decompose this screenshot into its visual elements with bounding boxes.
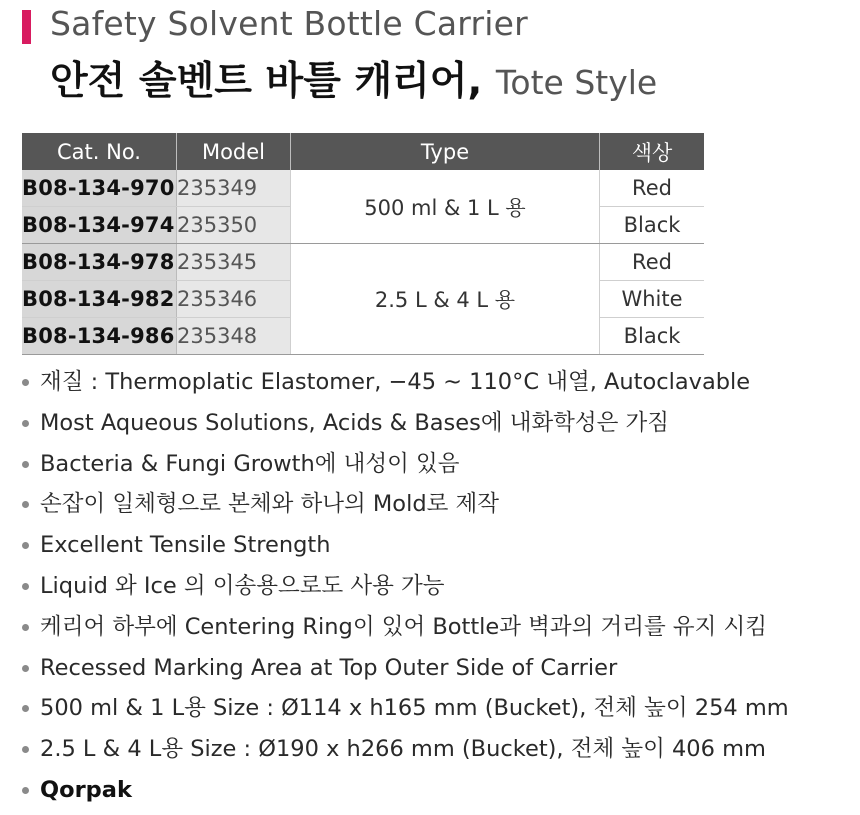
bullet-icon [22,420,29,427]
cat-no-cell: B08-134-978 [22,244,177,281]
model-cell: 235349 [177,170,291,207]
page-title-style: Tote Style [495,63,658,102]
type-cell: 2.5 L & 4 L 용 [291,244,600,355]
bullet-icon [22,665,29,672]
feature-item [22,566,789,607]
table-header-row [22,133,704,170]
cat-no-cell: B08-134-974 [22,207,177,244]
bullet-icon [22,501,29,508]
type-cell: 500 ml & 1 L 용 [291,170,600,244]
feature-text: 2.5 L & 4 L용 Size : Ø190 x h266 mm (Bucket), 전체 높이 406 mm [40,736,766,763]
feature-item [22,688,789,729]
color-cell: Black [600,207,705,244]
feature-item [22,607,789,648]
bullet-icon [22,379,29,386]
page-title-korean-main: 안전 솔벤트 바틀 캐리어, [50,59,483,104]
color-cell: Red [600,244,705,281]
table-row [22,244,704,281]
feature-item [22,525,789,566]
feature-text: Recessed Marking Area at Top Outer Side of Carrier [40,654,618,681]
feature-text: Liquid 와 Ice 의 이송용으로도 사용 가능 [40,572,445,599]
title-accent-bar [22,10,31,44]
spec-table [22,133,704,355]
manufacturer-item [22,770,789,811]
manufacturer-text: Qorpak [40,776,132,803]
color-cell: White [600,281,705,318]
model-cell: 235348 [177,318,291,355]
page-title-korean [50,50,657,106]
bullet-icon [22,542,29,549]
bullet-icon [22,746,29,753]
bullet-icon [22,624,29,631]
column-header-cat-no: Cat. No. [22,133,177,170]
bullet-icon [22,705,29,712]
bullet-icon [22,787,29,794]
feature-text: 손잡이 일체형으로 본체와 하나의 Mold로 제작 [40,491,499,518]
feature-text: 재질 : Thermoplatic Elastomer, −45 ~ 110°C 내열, Autoclavable [40,369,751,395]
feature-text: 케리어 하부에 Centering Ring이 있어 Bottle과 벽과의 거리를 유지 시킴 [40,613,767,640]
column-header-color: 색상 [600,133,705,170]
feature-item [22,729,789,770]
color-cell: Black [600,318,705,355]
model-cell: 235350 [177,207,291,244]
feature-text: Excellent Tensile Strength [40,532,331,559]
feature-item [22,444,789,485]
feature-text: Most Aqueous Solutions, Acids & Bases에 내화학성은 가짐 [40,409,670,436]
cat-no-cell: B08-134-970 [22,170,177,207]
cat-no-cell: B08-134-986 [22,318,177,355]
page-title-english: Safety Solvent Bottle Carrier [50,4,528,43]
feature-item [22,362,789,403]
color-cell: Red [600,170,705,207]
model-cell: 235346 [177,281,291,318]
column-header-model: Model [177,133,291,170]
feature-item [22,403,789,444]
feature-item [22,484,789,525]
feature-text: 500 ml & 1 L용 Size : Ø114 x h165 mm (Bucket), 전체 높이 254 mm [40,695,789,722]
cat-no-cell: B08-134-982 [22,281,177,318]
feature-text: Bacteria & Fungi Growth에 내성이 있음 [40,450,460,477]
bullet-icon [22,583,29,590]
table-row [22,170,704,207]
feature-item [22,648,789,689]
feature-list [22,362,789,811]
bullet-icon [22,461,29,468]
column-header-type: Type [291,133,600,170]
model-cell: 235345 [177,244,291,281]
